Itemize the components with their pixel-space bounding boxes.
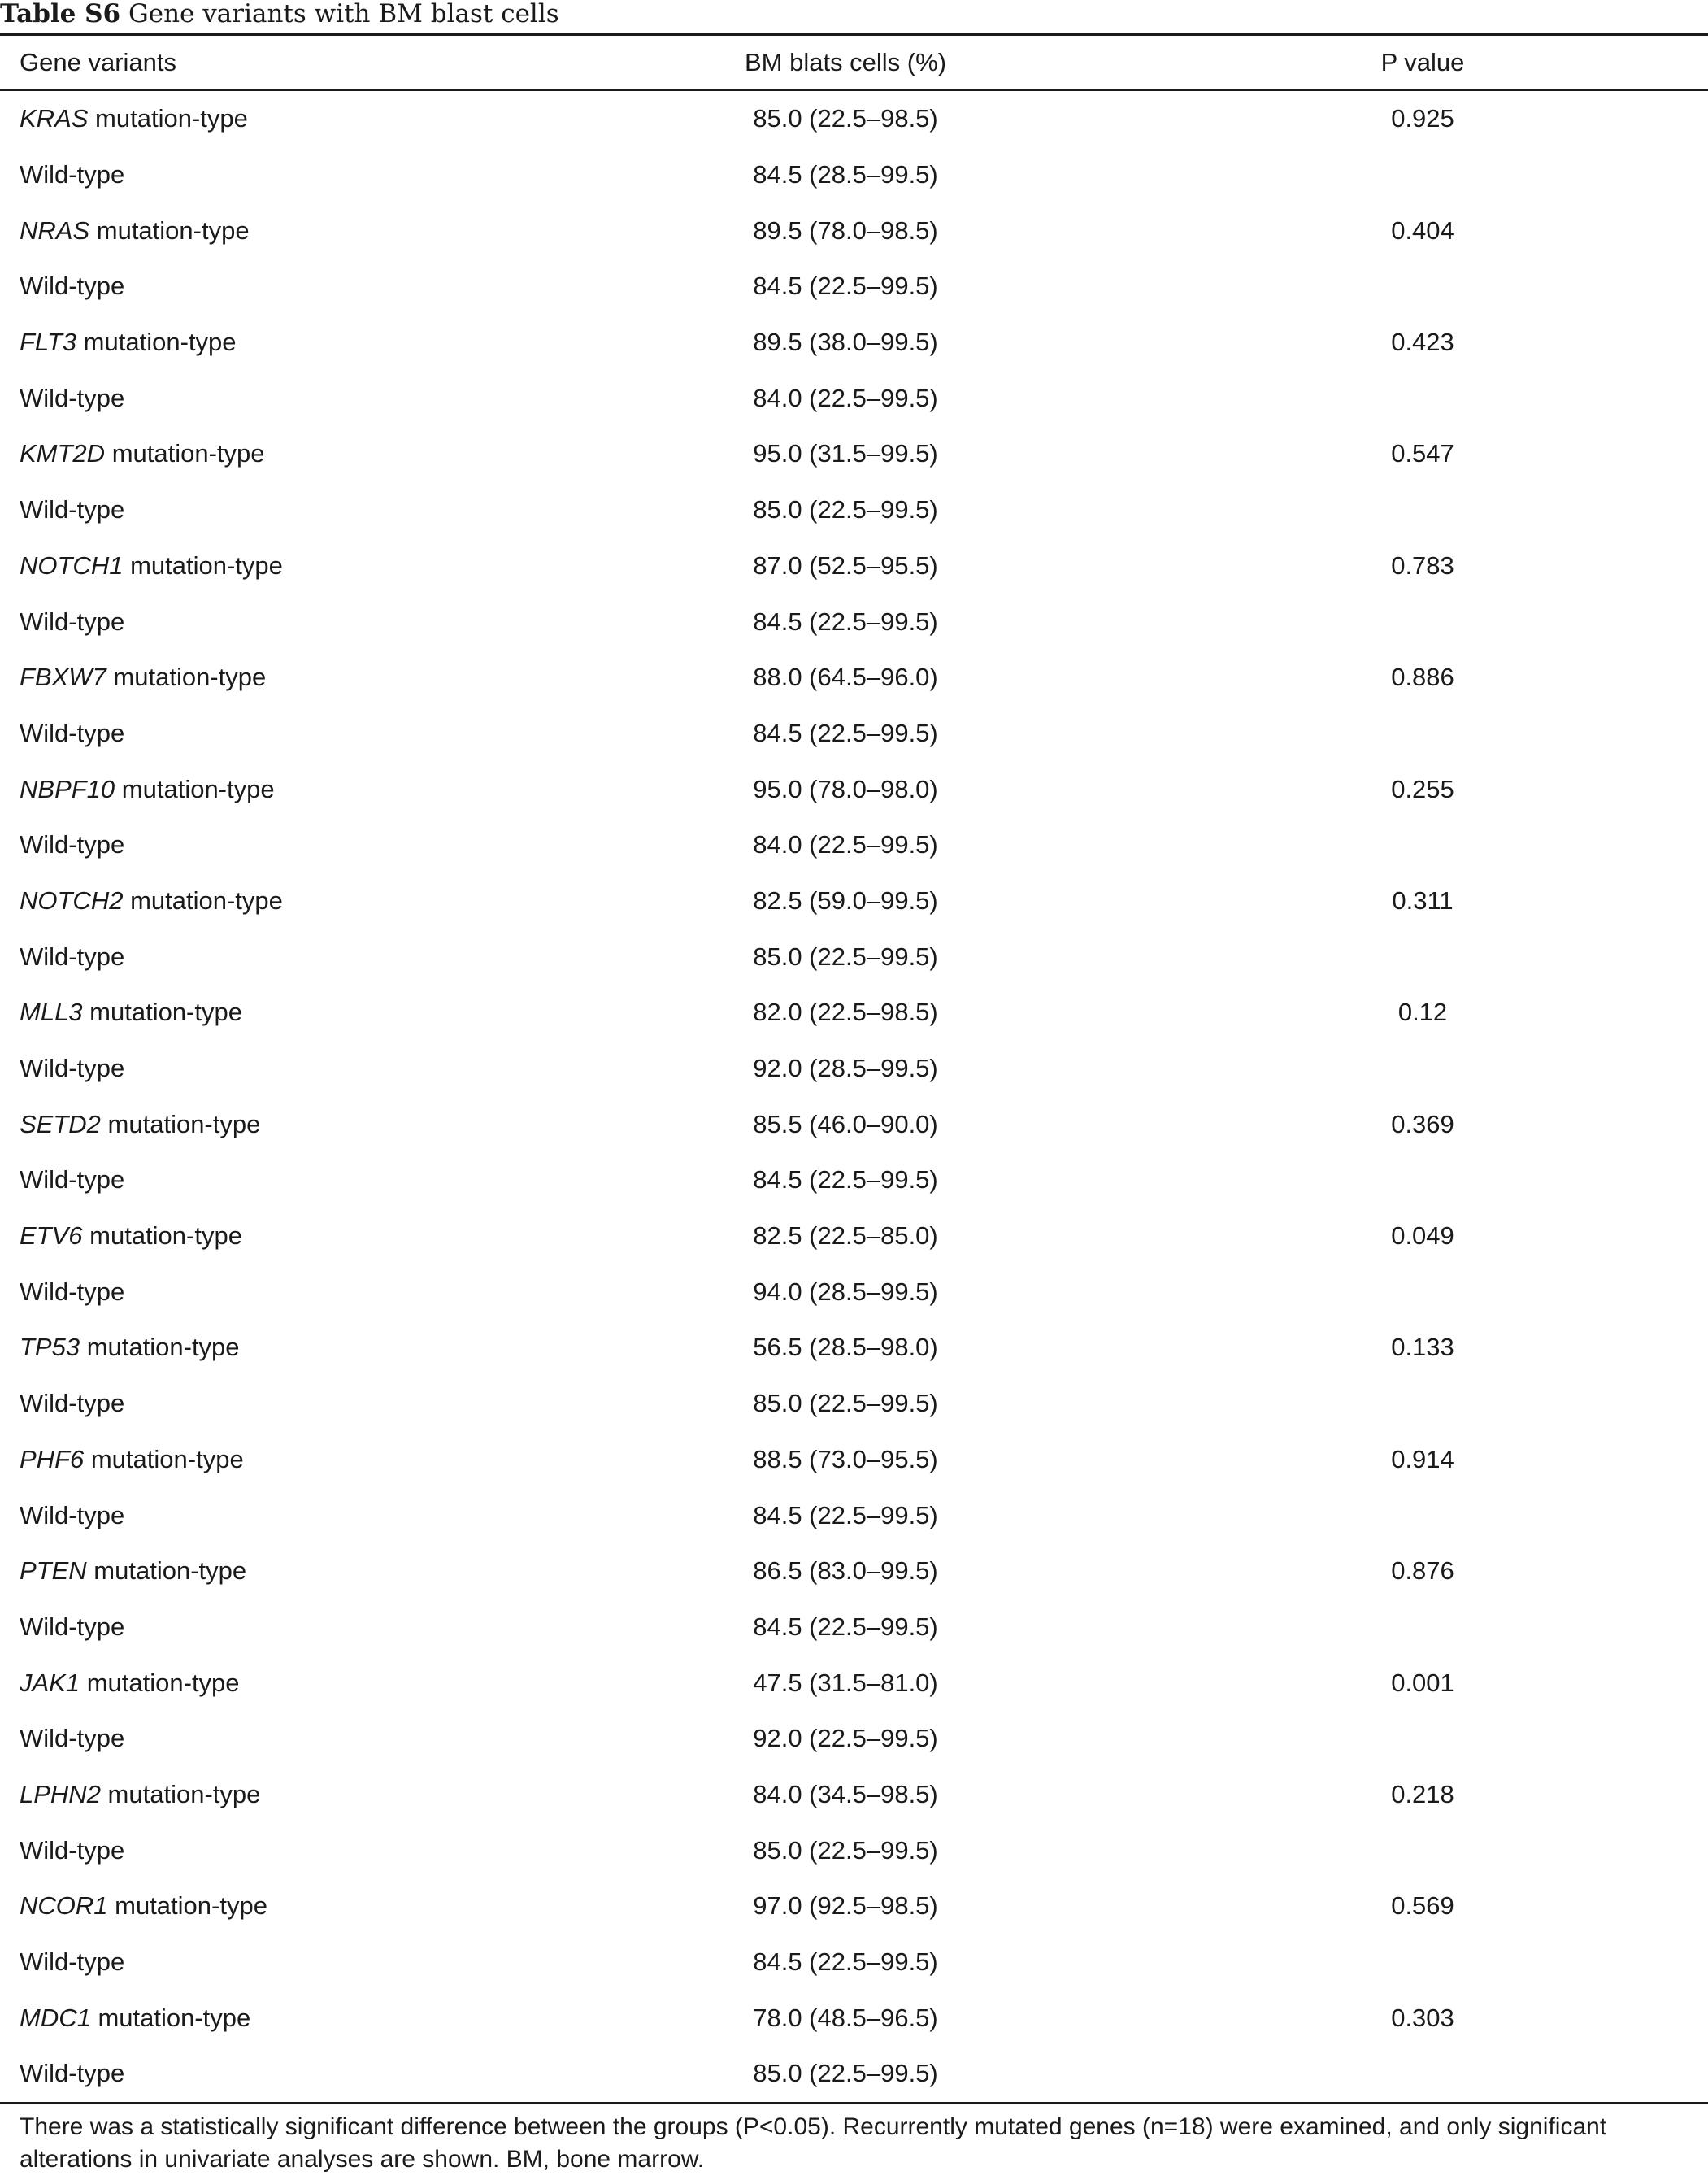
variant-type: mutation-type bbox=[80, 1333, 240, 1362]
gene-name: NOTCH2 bbox=[20, 885, 124, 915]
variant-type: mutation-type bbox=[82, 998, 242, 1027]
table-row bbox=[0, 202, 1708, 259]
variant-type: Wild-type bbox=[20, 942, 125, 971]
gene-name: FLT3 bbox=[20, 328, 77, 357]
table-row bbox=[0, 1990, 1708, 2046]
gene-variant-cell bbox=[20, 370, 686, 426]
bm-blast-value-cell: 95.0 (31.5–99.5) bbox=[753, 439, 938, 468]
p-value-cell bbox=[1260, 1711, 1585, 1767]
header-gene-variants: Gene variants bbox=[20, 48, 176, 76]
header-p-value: P value bbox=[1380, 48, 1465, 76]
bm-blast-value-cell: 56.5 (28.5–98.0) bbox=[753, 1333, 938, 1362]
table-footnote: There was a statistically significant difference between the groups (P<0.05). Recurrently mutated genes (n=18) were examined, and only significant alterations in univariate analyses are shown. BM, bone marrow. bbox=[20, 2113, 1607, 2173]
variant-type: mutation-type bbox=[100, 1109, 261, 1138]
gene-variant-cell bbox=[20, 259, 686, 315]
gene-variant-cell bbox=[20, 315, 686, 371]
gene-variant-cell bbox=[20, 817, 686, 873]
gene-variant-cell bbox=[20, 1041, 686, 1097]
variant-type: mutation-type bbox=[82, 1221, 242, 1251]
p-value-cell: 0.311 bbox=[1392, 885, 1454, 915]
bm-blast-value-cell: 84.5 (22.5–99.5) bbox=[753, 1612, 938, 1641]
bm-blast-value-cell: 85.0 (22.5–99.5) bbox=[753, 495, 938, 524]
variant-type: Wild-type bbox=[20, 383, 125, 412]
variant-type: mutation-type bbox=[88, 104, 248, 133]
table-row bbox=[0, 1878, 1708, 1934]
p-value-cell: 0.001 bbox=[1391, 1668, 1454, 1697]
gene-name: KRAS bbox=[20, 104, 89, 133]
gene-name: ETV6 bbox=[20, 1221, 83, 1251]
table-row bbox=[0, 1208, 1708, 1264]
gene-name: MLL3 bbox=[20, 998, 83, 1027]
p-value-cell: 0.404 bbox=[1391, 215, 1454, 245]
table-row bbox=[0, 1822, 1708, 1878]
table-row bbox=[0, 873, 1708, 929]
bm-blast-value-cell: 84.5 (22.5–99.5) bbox=[753, 1947, 938, 1977]
table-row bbox=[0, 538, 1708, 594]
gene-name: KMT2D bbox=[20, 439, 106, 468]
gene-variant-cell bbox=[20, 1711, 686, 1767]
gene-name: LPHN2 bbox=[20, 1779, 101, 1808]
bm-blast-value-cell: 84.0 (22.5–99.5) bbox=[753, 383, 938, 412]
bm-blast-value-cell: 95.0 (78.0–98.0) bbox=[753, 774, 938, 803]
table-row bbox=[0, 594, 1708, 650]
p-value-cell: 0.569 bbox=[1391, 1891, 1454, 1921]
bm-blast-value-cell: 84.5 (22.5–99.5) bbox=[753, 607, 938, 636]
p-value-cell bbox=[1260, 1599, 1585, 1656]
table-row bbox=[0, 1264, 1708, 1320]
bm-blast-value-cell: 87.0 (52.5–95.5) bbox=[753, 550, 938, 580]
gene-name: FBXW7 bbox=[20, 663, 106, 692]
table-row bbox=[0, 259, 1708, 315]
p-value-cell bbox=[1260, 1487, 1585, 1543]
p-value-cell: 0.255 bbox=[1391, 774, 1454, 803]
bm-blast-value-cell: 84.0 (34.5–98.5) bbox=[753, 1779, 938, 1808]
p-value-cell bbox=[1260, 1934, 1585, 1991]
p-value-cell bbox=[1260, 706, 1585, 762]
table-row bbox=[0, 426, 1708, 482]
bm-blast-value-cell: 88.5 (73.0–95.5) bbox=[753, 1444, 938, 1473]
variant-type: Wild-type bbox=[20, 495, 125, 524]
bm-blast-value-cell: 89.5 (38.0–99.5) bbox=[753, 328, 938, 357]
gene-variant-cell bbox=[20, 1934, 686, 1991]
variant-type: Wild-type bbox=[20, 718, 125, 747]
bm-blast-value-cell: 84.5 (28.5–99.5) bbox=[753, 160, 938, 189]
table-row bbox=[0, 1320, 1708, 1376]
bm-blast-value-cell: 84.5 (22.5–99.5) bbox=[753, 718, 938, 747]
variant-type: Wild-type bbox=[20, 272, 125, 301]
bm-blast-value-cell: 94.0 (28.5–99.5) bbox=[753, 1277, 938, 1306]
gene-variant-cell bbox=[20, 1096, 686, 1152]
table-row bbox=[0, 1543, 1708, 1599]
bm-blast-value-cell: 82.5 (59.0–99.5) bbox=[753, 885, 938, 915]
table-label: Table S6 bbox=[0, 0, 121, 28]
gene-name: PHF6 bbox=[20, 1444, 85, 1473]
gene-variant-cell bbox=[20, 1152, 686, 1208]
p-value-cell bbox=[1260, 2046, 1585, 2102]
variant-type: mutation-type bbox=[76, 328, 237, 357]
bm-blast-value-cell: 86.5 (83.0–99.5) bbox=[753, 1556, 938, 1586]
variant-type: Wild-type bbox=[20, 1947, 125, 1977]
p-value-cell bbox=[1260, 370, 1585, 426]
p-value-cell: 0.783 bbox=[1391, 550, 1454, 580]
bottom-rule bbox=[0, 2102, 1708, 2104]
p-value-cell bbox=[1260, 929, 1585, 985]
variant-type: mutation-type bbox=[80, 1668, 240, 1697]
table-body bbox=[0, 91, 1708, 2102]
gene-variant-cell bbox=[20, 873, 686, 929]
gene-name: NBPF10 bbox=[20, 774, 115, 803]
gene-name: JAK1 bbox=[20, 1668, 80, 1697]
gene-name: NOTCH1 bbox=[20, 550, 124, 580]
variant-type: mutation-type bbox=[100, 1779, 261, 1808]
gene-variant-cell bbox=[20, 1432, 686, 1488]
p-value-cell bbox=[1260, 1822, 1585, 1878]
gene-variant-cell bbox=[20, 650, 686, 706]
p-value-cell: 0.133 bbox=[1391, 1333, 1454, 1362]
bm-blast-value-cell: 84.0 (22.5–99.5) bbox=[753, 830, 938, 859]
bm-blast-value-cell: 92.0 (28.5–99.5) bbox=[753, 1054, 938, 1083]
gene-name: PTEN bbox=[20, 1556, 87, 1586]
variant-type: Wild-type bbox=[20, 1389, 125, 1418]
variant-type: Wild-type bbox=[20, 1835, 125, 1865]
gene-name: SETD2 bbox=[20, 1109, 101, 1138]
p-value-cell: 0.218 bbox=[1391, 1779, 1454, 1808]
table-row bbox=[0, 706, 1708, 762]
variant-type: Wild-type bbox=[20, 1054, 125, 1083]
gene-variant-cell bbox=[20, 761, 686, 817]
bm-blast-value-cell: 78.0 (48.5–96.5) bbox=[753, 2003, 938, 2032]
bm-blast-value-cell: 97.0 (92.5–98.5) bbox=[753, 1891, 938, 1921]
table-row bbox=[0, 761, 1708, 817]
p-value-cell: 0.049 bbox=[1391, 1221, 1454, 1251]
gene-variant-cell bbox=[20, 706, 686, 762]
bm-blast-value-cell: 82.0 (22.5–98.5) bbox=[753, 998, 938, 1027]
variant-type: mutation-type bbox=[106, 663, 267, 692]
table-row bbox=[0, 1096, 1708, 1152]
variant-type: mutation-type bbox=[123, 550, 283, 580]
gene-variant-cell bbox=[20, 1599, 686, 1656]
gene-variant-cell bbox=[20, 594, 686, 650]
variant-type: mutation-type bbox=[123, 885, 283, 915]
table-row bbox=[0, 315, 1708, 371]
header-bm-blast-cells: BM blats cells (%) bbox=[744, 48, 947, 76]
table-row bbox=[0, 1711, 1708, 1767]
variant-type: Wild-type bbox=[20, 160, 125, 189]
table-row bbox=[0, 1934, 1708, 1991]
p-value-cell: 0.886 bbox=[1391, 663, 1454, 692]
table-row bbox=[0, 1432, 1708, 1488]
variant-type: Wild-type bbox=[20, 1165, 125, 1194]
bm-blast-value-cell: 85.0 (22.5–99.5) bbox=[753, 2059, 938, 2088]
variant-type: Wild-type bbox=[20, 1500, 125, 1529]
gene-name: MDC1 bbox=[20, 2003, 91, 2032]
table-row bbox=[0, 370, 1708, 426]
variant-type: mutation-type bbox=[89, 215, 250, 245]
bm-blast-value-cell: 47.5 (31.5–81.0) bbox=[753, 1668, 938, 1697]
table-row bbox=[0, 147, 1708, 203]
p-value-cell bbox=[1260, 1264, 1585, 1320]
gene-variant-cell bbox=[20, 482, 686, 538]
gene-variant-cell bbox=[20, 538, 686, 594]
p-value-cell: 0.914 bbox=[1391, 1444, 1454, 1473]
bm-blast-value-cell: 82.5 (22.5–85.0) bbox=[753, 1221, 938, 1251]
table-title: Gene variants with BM blast cells bbox=[128, 0, 559, 28]
gene-name: TP53 bbox=[20, 1333, 80, 1362]
table-row bbox=[0, 91, 1708, 147]
p-value-cell bbox=[1260, 482, 1585, 538]
bm-blast-value-cell: 89.5 (78.0–98.5) bbox=[753, 215, 938, 245]
gene-variant-cell bbox=[20, 1264, 686, 1320]
table-row bbox=[0, 1599, 1708, 1656]
variant-type: mutation-type bbox=[90, 2003, 251, 2032]
gene-variant-cell bbox=[20, 426, 686, 482]
gene-variant-cell bbox=[20, 147, 686, 203]
variant-type: mutation-type bbox=[86, 1556, 247, 1586]
table-row bbox=[0, 650, 1708, 706]
variant-type: Wild-type bbox=[20, 2059, 125, 2088]
p-value-cell bbox=[1260, 259, 1585, 315]
variant-type: Wild-type bbox=[20, 1612, 125, 1641]
bm-blast-value-cell: 85.0 (22.5–99.5) bbox=[753, 942, 938, 971]
gene-variant-cell bbox=[20, 202, 686, 259]
p-value-cell: 0.12 bbox=[1397, 998, 1448, 1027]
table-row bbox=[0, 2046, 1708, 2102]
variant-type: mutation-type bbox=[107, 1891, 267, 1921]
variant-type: Wild-type bbox=[20, 607, 125, 636]
bm-blast-value-cell: 84.5 (22.5–99.5) bbox=[753, 1165, 938, 1194]
variant-type: mutation-type bbox=[105, 439, 265, 468]
gene-variant-cell bbox=[20, 1655, 686, 1711]
table-row bbox=[0, 1655, 1708, 1711]
p-value-cell: 0.925 bbox=[1391, 104, 1454, 133]
table-row bbox=[0, 1041, 1708, 1097]
table-row bbox=[0, 929, 1708, 985]
table-row bbox=[0, 482, 1708, 538]
variant-type: Wild-type bbox=[20, 830, 125, 859]
gene-variant-cell bbox=[20, 1487, 686, 1543]
p-value-cell: 0.369 bbox=[1391, 1109, 1454, 1138]
gene-variant-cell bbox=[20, 1208, 686, 1264]
gene-variant-cell bbox=[20, 985, 686, 1041]
bm-blast-value-cell: 84.5 (22.5–99.5) bbox=[753, 1500, 938, 1529]
gene-variant-cell bbox=[20, 1878, 686, 1934]
p-value-cell bbox=[1260, 1041, 1585, 1097]
p-value-cell bbox=[1260, 1152, 1585, 1208]
p-value-cell: 0.303 bbox=[1391, 2003, 1454, 2032]
gene-variant-cell bbox=[20, 2046, 686, 2102]
p-value-cell bbox=[1260, 817, 1585, 873]
gene-variant-cell bbox=[20, 1822, 686, 1878]
p-value-cell: 0.876 bbox=[1391, 1556, 1454, 1586]
gene-variant-cell bbox=[20, 929, 686, 985]
table-row bbox=[0, 985, 1708, 1041]
p-value-cell bbox=[1260, 147, 1585, 203]
gene-variant-cell bbox=[20, 91, 686, 147]
p-value-cell bbox=[1260, 1376, 1585, 1432]
gene-variant-cell bbox=[20, 1320, 686, 1376]
bm-blast-value-cell: 85.0 (22.5–98.5) bbox=[753, 104, 938, 133]
gene-variant-cell bbox=[20, 1376, 686, 1432]
gene-name: NCOR1 bbox=[20, 1891, 108, 1921]
p-value-cell bbox=[1260, 594, 1585, 650]
table-row bbox=[0, 817, 1708, 873]
gene-variant-cell bbox=[20, 1767, 686, 1823]
bm-blast-value-cell: 85.5 (46.0–90.0) bbox=[753, 1109, 938, 1138]
variant-type: Wild-type bbox=[20, 1277, 125, 1306]
table-row bbox=[0, 1152, 1708, 1208]
gene-name: NRAS bbox=[20, 215, 90, 245]
bm-blast-value-cell: 88.0 (64.5–96.0) bbox=[753, 663, 938, 692]
table-row bbox=[0, 1487, 1708, 1543]
table-row bbox=[0, 1376, 1708, 1432]
table-caption bbox=[0, 0, 559, 33]
p-value-cell: 0.423 bbox=[1391, 328, 1454, 357]
gene-variant-cell bbox=[20, 1990, 686, 2046]
gene-variant-cell bbox=[20, 1543, 686, 1599]
bm-blast-value-cell: 85.0 (22.5–99.5) bbox=[753, 1389, 938, 1418]
bm-blast-value-cell: 85.0 (22.5–99.5) bbox=[753, 1835, 938, 1865]
table-row bbox=[0, 1767, 1708, 1823]
variant-type: Wild-type bbox=[20, 1724, 125, 1753]
table-header bbox=[0, 36, 1708, 89]
bm-blast-value-cell: 84.5 (22.5–99.5) bbox=[753, 272, 938, 301]
p-value-cell: 0.547 bbox=[1391, 439, 1454, 468]
variant-type: mutation-type bbox=[115, 774, 275, 803]
bm-blast-value-cell: 92.0 (22.5–99.5) bbox=[753, 1724, 938, 1753]
variant-type: mutation-type bbox=[84, 1444, 244, 1473]
